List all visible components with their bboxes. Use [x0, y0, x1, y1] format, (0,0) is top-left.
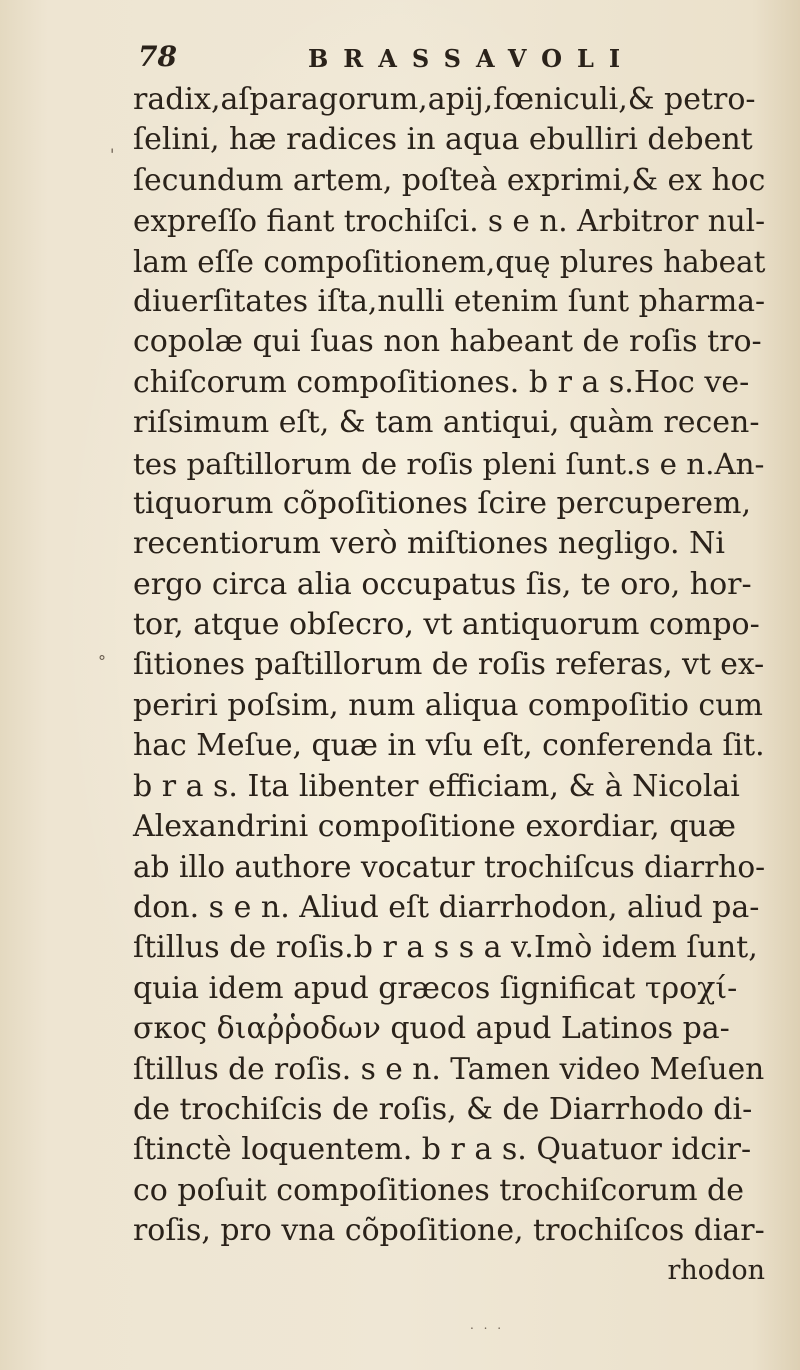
- text-line: quia idem apud græcos ſignificat τροχί-: [133, 970, 738, 1006]
- text-line: recentiorum verò miſtiones negligo. Ni: [133, 526, 725, 562]
- margin-mark: . . .: [470, 1318, 505, 1332]
- text-line: co poſuit compoſitiones trochiſcorum de: [133, 1172, 745, 1208]
- text-line: ſtillus de roſis.b r a s s a v.Imò idem ſunt,: [133, 930, 758, 966]
- text-line: copolæ qui ſuas non habeant de roſis tro-: [133, 324, 762, 360]
- text-line: riſsimum eſt, & tam antiqui, quàm recen-: [133, 405, 760, 441]
- text-line: diuerſitates iſta,nulli etenim ſunt pharma-: [133, 283, 766, 319]
- text-line: lam eſſe compoſitionem,quę plures habeat: [133, 244, 766, 279]
- text-line: chiſcorum compoſitiones. b r a s.Hoc ve-: [133, 364, 750, 400]
- text-line: ſecundum artem, poſteà exprimi,& ex hoc: [133, 162, 766, 198]
- text-line: ſelini, hæ radices in aqua ebulliri debent: [133, 122, 753, 158]
- text-line: expreſſo fiant trochiſci. s e n. Arbitror nul-: [133, 204, 766, 239]
- text-line: ſtillus de roſis. s e n. Tamen video Meſuen: [133, 1051, 765, 1087]
- running-head: BRASSAVOLI: [308, 44, 636, 73]
- margin-mark: °: [98, 652, 106, 671]
- page-number: 78: [138, 40, 177, 73]
- text-line: tes paſtillorum de roſis pleni ſunt.s e n.An-: [133, 446, 765, 481]
- text-line: σκος διαῤῥοδων quod apud Latinos pa-: [133, 1010, 730, 1046]
- margin-mark: ': [110, 145, 115, 164]
- text-line: don. s e n. Aliud eſt diarrhodon, aliud pa-: [133, 889, 760, 925]
- text-line: ergo circa alia occupatus ſis, te oro, hor-: [133, 566, 752, 602]
- text-line: tiquorum cõpoſitiones ſcire percuperem,: [133, 485, 752, 521]
- text-line: tor, atque obſecro, vt antiquorum compo-: [133, 607, 760, 643]
- text-line: hac Meſue, quæ in vſu eſt, conferenda ſit.: [133, 728, 765, 764]
- text-line: de trochiſcis de roſis, & de Diarrhodo di-: [133, 1091, 753, 1127]
- text-line: ſtinctè loquentem. b r a s. Quatuor idcir-: [133, 1132, 752, 1168]
- text-line: radix,aſparagorum,apij,fœniculi,& petro-: [133, 82, 756, 117]
- catchword: rhodon: [667, 1255, 765, 1287]
- text-line: Alexandrini compoſitione exordiar, quæ: [133, 809, 736, 845]
- text-line: b r a s. Ita libenter efficiam, & à Nicolai: [133, 768, 740, 804]
- text-line: ab illo authore vocatur trochiſcus diarrho-: [133, 850, 766, 885]
- text-line: periri poſsim, num aliqua compoſitio cum: [133, 687, 763, 723]
- text-line: ſitiones paſtillorum de roſis referas, vt ex-: [133, 647, 765, 683]
- body-text: [133, 80, 765, 1292]
- page-header: [138, 40, 658, 80]
- text-line: roſis, pro vna cõpoſitione, trochiſcos diar-: [133, 1212, 765, 1248]
